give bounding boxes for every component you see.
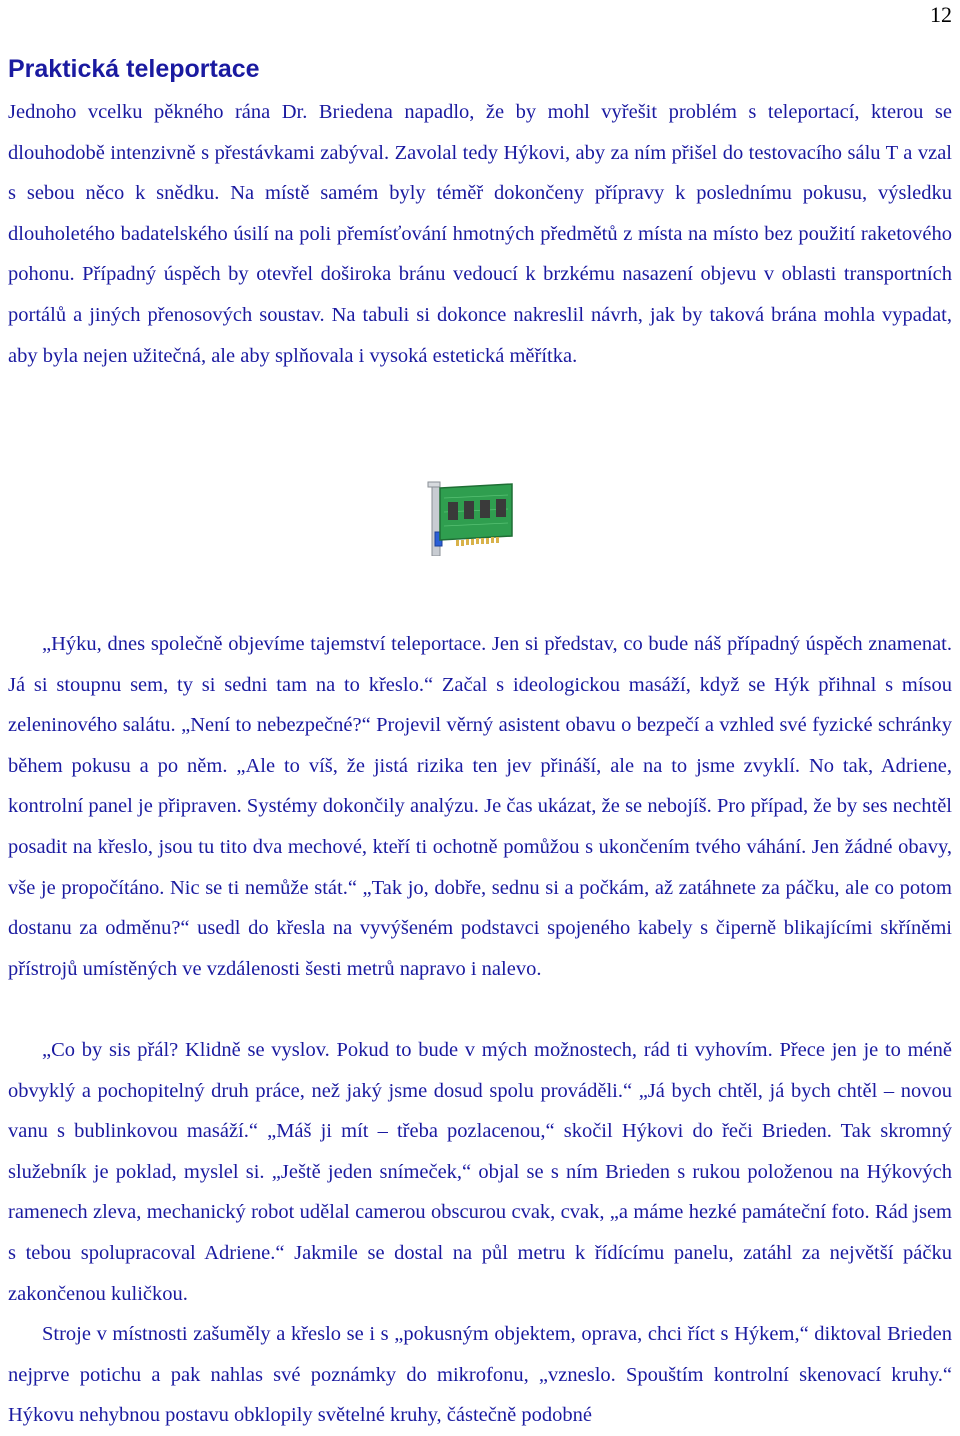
card-chip [464, 501, 474, 519]
card-contact [486, 538, 489, 544]
card-contact [466, 539, 469, 545]
paragraph-2: „Hýku, dnes společně objevíme tajemství teleportace. Jen si představ, co bude náš případný úspěch znamenat. Já si stoupnu sem, ty si sedni tam na to křeslo.“ Začal s ideologickou masáží, když se Hýk přihnal s mísou zeleninového salátu. „Není to nebezpečné?“ Projevil věrný asistent obavu o bezpečí a vzhled své fyzické schránky během pokusu a po něm. „Ale to víš, že jistá rizika ten jev přináší, ale na to jsme zvyklí. No tak, Adriene, kontrolní panel je připraven. Systémy dokončily analýzu. Je čas ukázat, že se nebojíš. Pro případ, že by ses nechtěl posadit na křeslo, jsou tu tito dva mechové, kteří ti ochotně pomůžou s ukončením tvého váhání. Jen žádné obavy, vše je propočítáno. Nic se ti nemůže stát.“ „Tak jo, dobře, sednu si a počkám, až zatáhnete za páčku, ale co potom dostanu za odměnu?“ usedl do křesla na vyvýšeném podstavci spojeného kabely s čiperně blikajícími skříněmi přístrojů umístěných ve vzdálenosti šesti metrů napravo i nalevo. [8, 633, 952, 980]
card-contact [491, 537, 494, 543]
page-number: 12 [930, 2, 952, 27]
card-contact [456, 540, 459, 546]
card-contact [471, 539, 474, 545]
circuit-board-card-icon [426, 478, 516, 556]
article-title: Praktická teleportace [8, 55, 260, 83]
paragraph-1: Jednoho vcelku pěkného rána Dr. Briedena napadlo, že by mohl vyřešit problém s teleportací, kterou se dlouhodobě intenzivně s přestávkami zabýval. Zavolal tedy Hýkovi, aby za ním přišel do testovacího sálu T a vzal s sebou něco k snědku. Na místě samém byly téměř dokončeny přípravy k poslednímu pokusu, výsledku dlouholetého badatelského úsilí na poli přemísťování hmotných předmětů z místa na místo bez použití raketového pohonu. Případný úspěch by otevřel doširoka bránu vedoucí k brzkému nasazení objevu v oblasti transportních portálů a jiných přenosových soustav. Na tabuli si dokonce nakreslil návrh, jak by taková brána mohla vypadat, aby byla nejen užitečná, ale aby splňovala i vysoká estetická měřítka. [8, 101, 952, 367]
card-chip [448, 502, 458, 520]
card-contact [476, 538, 479, 544]
card-contact [461, 540, 464, 546]
card-chip [480, 500, 490, 518]
card-contact [481, 538, 484, 544]
card-contact [496, 537, 499, 543]
paragraph-4: Stroje v místnosti zašuměly a křeslo se i s „pokusným objektem, oprava, chci říct s Hýkem,“ diktoval Brieden nejprve potichu a pak nahlas své poznámky do mikrofonu, „vzneslo. Spouštím kontrolní skenovací kruhy.“ Hýkovu nehybnou postavu obklopily světelné kruhy, částečně podobné [8, 1323, 952, 1427]
card-chip [496, 499, 506, 517]
card-bracket-tab [428, 482, 440, 487]
paragraph-3: „Co by sis přál? Klidně se vyslov. Pokud to bude v mých možnostech, rád ti vyhovím. Přece jen je to méně obvyklý a pochopitelný druh práce, než jaký jsme dosud spolu prováděli.“ „Já bych chtěl, já bych chtěl – novou vanu s bublinkovou masáží.“ „Máš ji mít – třeba pozlacenou,“ skočil Hýkovi do řeči Brieden. Tak skromný služebník je poklad, myslel si. „Ještě jeden snímeček,“ objal se s ním Brieden s rukou položenou na Hýkových ramenech zleva, mechanický robot udělal camerou obscurou cvak, cvak, „a máme hezké památeční foto. Rád jsem s tebou spolupracoval Adriene.“ Jakmile se dostal na půl metru k řídícímu panelu, zatáhl za největší páčku zakončenou kuličkou. [8, 1039, 952, 1305]
